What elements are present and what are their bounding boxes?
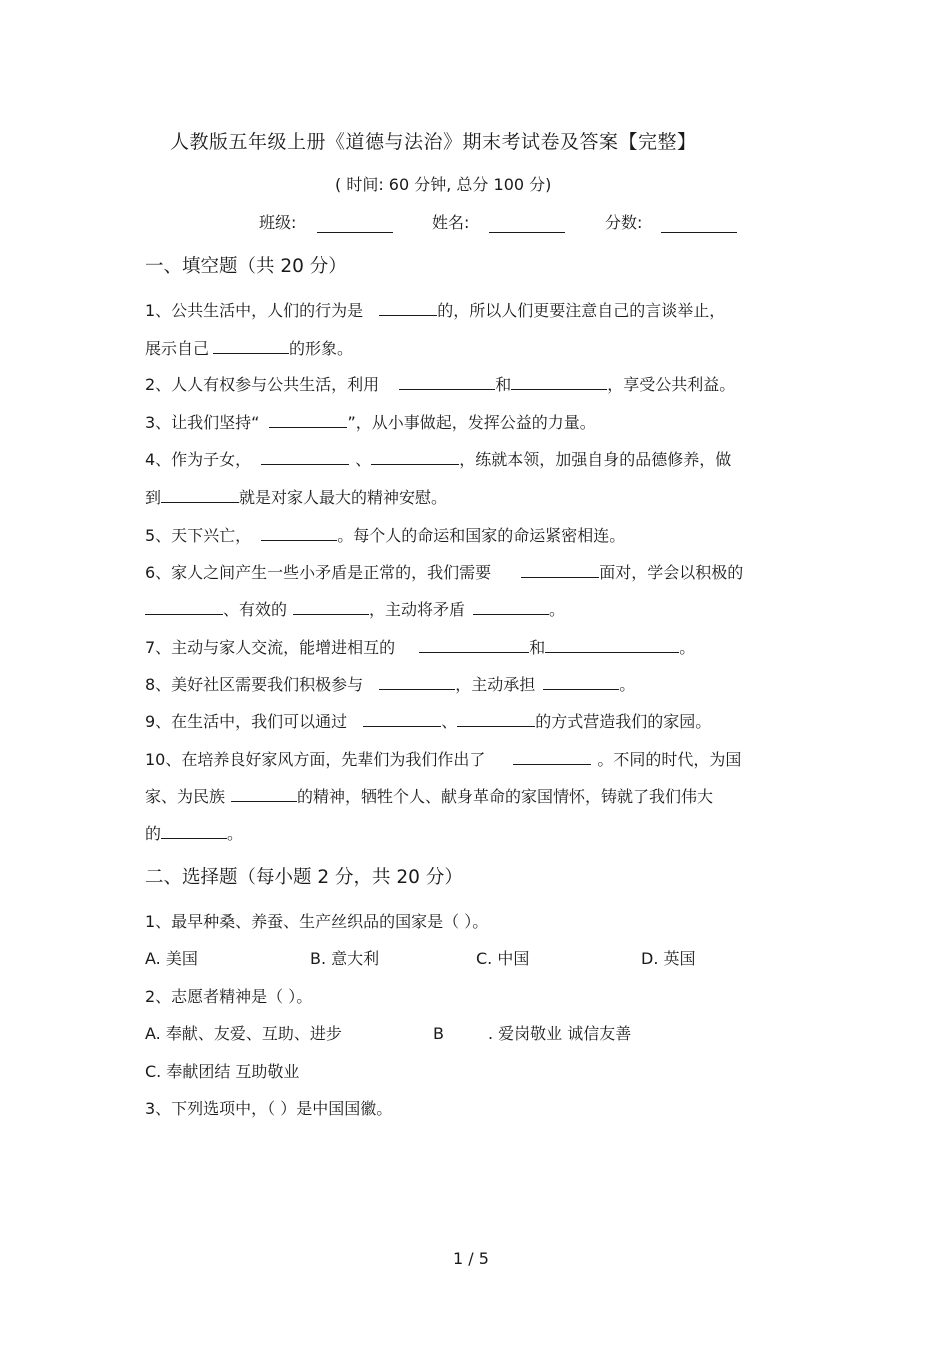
q4-blank-1 xyxy=(261,463,349,465)
q8-text-b: ，主动承担 xyxy=(455,675,536,694)
q7-text-b: 和 xyxy=(529,638,546,657)
page-number: 1 / 5 xyxy=(453,1249,489,1268)
fill-question-2 xyxy=(145,377,735,393)
q4-text-b: 、 xyxy=(355,450,372,469)
fill-question-6 xyxy=(145,565,743,581)
class-blank xyxy=(317,232,393,233)
q9-blank-1 xyxy=(363,725,441,727)
q2-text-c: ，享受公共利益。 xyxy=(607,375,736,394)
q4-text-e: 就是对家人最大的精神安慰。 xyxy=(239,488,448,507)
q5-text-a: 5、天下兴亡， xyxy=(145,526,252,545)
fill-question-10-line2 xyxy=(145,789,713,805)
fill-question-1-line2 xyxy=(145,341,353,357)
q1-text-c: 展示自己 xyxy=(145,339,210,358)
name-blank xyxy=(489,232,565,233)
section1-heading: 一、填空题（共 20 分） xyxy=(145,256,347,277)
q7-text-c: 。 xyxy=(679,638,696,657)
q7-text-a: 7、主动与家人交流，能增进相互的 xyxy=(145,638,396,657)
q4-text-c: ，练就本领，加强自身的品德修养，做 xyxy=(459,450,732,469)
q1-blank-1 xyxy=(379,314,437,316)
q4-text-a: 4、作为子女， xyxy=(145,450,252,469)
q1-text-d: 的形象。 xyxy=(289,339,354,358)
choice-q2-option-b-text: . 爱岗敬业 诚信友善 xyxy=(488,1024,632,1043)
score-label: 分数: xyxy=(605,213,643,232)
q8-text-a: 8、美好社区需要我们积极参与 xyxy=(145,675,364,694)
fill-question-3 xyxy=(145,415,596,431)
q3-text-a: 3、让我们坚持“ xyxy=(145,413,260,432)
q2-text-a: 2、人人有权参与公共生活，利用 xyxy=(145,375,380,394)
q10-text-c: 家、为民族 xyxy=(145,787,226,806)
score-blank xyxy=(661,232,737,233)
section2-heading: 二、选择题（每小题 2 分，共 20 分） xyxy=(145,867,463,888)
choice-q1-option-c: C. 中国 xyxy=(476,949,530,968)
q6-text-e: 。 xyxy=(549,600,566,619)
q3-text-b: ”，从小事做起，发挥公益的力量。 xyxy=(347,413,596,432)
q1-blank-2 xyxy=(213,352,289,354)
q6-blank-1 xyxy=(521,576,599,578)
q4-text-d: 到 xyxy=(145,488,162,507)
q7-blank-1 xyxy=(419,651,529,653)
q6-text-a: 6、家人之间产生一些小矛盾是正常的，我们需要 xyxy=(145,563,492,582)
choice-q2-option-b-letter: B xyxy=(433,1024,444,1043)
choice-question-3-stem: 3、下列选项中，（ ）是中国国徽。 xyxy=(145,1099,393,1118)
fill-question-10 xyxy=(145,752,741,768)
q10-blank-3 xyxy=(161,837,227,839)
q7-blank-2 xyxy=(545,651,679,653)
q5-text-b: 。每个人的命运和国家的命运紧密相连。 xyxy=(337,526,626,545)
q1-text-a: 1、公共生活中，人们的行为是 xyxy=(145,301,364,320)
exam-subtitle: ( 时间: 60 分钟, 总分 100 分) xyxy=(335,175,552,194)
choice-q2-option-c: C. 奉献团结 互助敬业 xyxy=(145,1062,300,1081)
fill-question-10-line3 xyxy=(145,826,243,842)
name-label: 姓名: xyxy=(432,213,470,232)
q10-text-a: 10、在培养良好家风方面，先辈们为我们作出了 xyxy=(145,750,486,769)
q8-text-c: 。 xyxy=(619,675,636,694)
fill-question-5 xyxy=(145,528,625,544)
q9-text-c: 的方式营造我们的家园。 xyxy=(535,712,712,731)
choice-question-2-stem: 2、志愿者精神是（ ）。 xyxy=(145,987,313,1006)
choice-q1-option-a: A. 美国 xyxy=(145,949,198,968)
q1-text-b: 的，所以人们更要注意自己的言谈举止， xyxy=(437,301,726,320)
q6-blank-3 xyxy=(293,613,369,615)
q9-text-a: 9、在生活中，我们可以通过 xyxy=(145,712,348,731)
q4-blank-2 xyxy=(371,463,459,465)
fill-question-7 xyxy=(145,640,695,656)
q6-blank-2 xyxy=(145,613,223,615)
class-label: 班级: xyxy=(259,213,297,232)
q10-text-f: 。 xyxy=(227,824,244,843)
q2-blank-1 xyxy=(399,388,495,390)
choice-q1-option-d: D. 英国 xyxy=(641,949,696,968)
fill-question-4 xyxy=(145,452,731,468)
fill-question-6-line2 xyxy=(145,602,565,618)
q3-blank-1 xyxy=(269,426,347,428)
q9-text-b: 、 xyxy=(441,712,458,731)
q4-blank-3 xyxy=(161,501,239,503)
choice-q1-option-b: B. 意大利 xyxy=(310,949,380,968)
q10-blank-1 xyxy=(513,763,591,765)
choice-q2-option-a: A. 奉献、友爱、互助、进步 xyxy=(145,1024,342,1043)
q5-blank-1 xyxy=(261,539,337,541)
fill-question-1 xyxy=(145,303,725,319)
q10-blank-2 xyxy=(231,800,297,802)
q6-blank-4 xyxy=(473,613,549,615)
q8-blank-2 xyxy=(543,688,619,690)
q8-blank-1 xyxy=(379,688,455,690)
fill-question-9 xyxy=(145,714,711,730)
q9-blank-2 xyxy=(457,725,535,727)
q2-blank-2 xyxy=(511,388,607,390)
q10-text-e: 的 xyxy=(145,824,162,843)
fill-question-8 xyxy=(145,677,635,693)
q10-text-b: 。不同的时代，为国 xyxy=(597,750,742,769)
q10-text-d: 的精神，牺牲个人、献身革命的家国情怀，铸就了我们伟大 xyxy=(297,787,714,806)
q2-text-b: 和 xyxy=(495,375,512,394)
q6-text-d: ，主动将矛盾 xyxy=(369,600,466,619)
exam-title: 人教版五年级上册《道德与法治》期末考试卷及答案【完整】 xyxy=(170,131,697,153)
fill-question-4-line2 xyxy=(145,490,447,506)
q6-text-c: 、有效的 xyxy=(223,600,288,619)
choice-question-1-stem: 1、最早种桑、养蚕、生产丝织品的国家是（ ）。 xyxy=(145,912,489,931)
q6-text-b: 面对，学会以积极的 xyxy=(599,563,744,582)
